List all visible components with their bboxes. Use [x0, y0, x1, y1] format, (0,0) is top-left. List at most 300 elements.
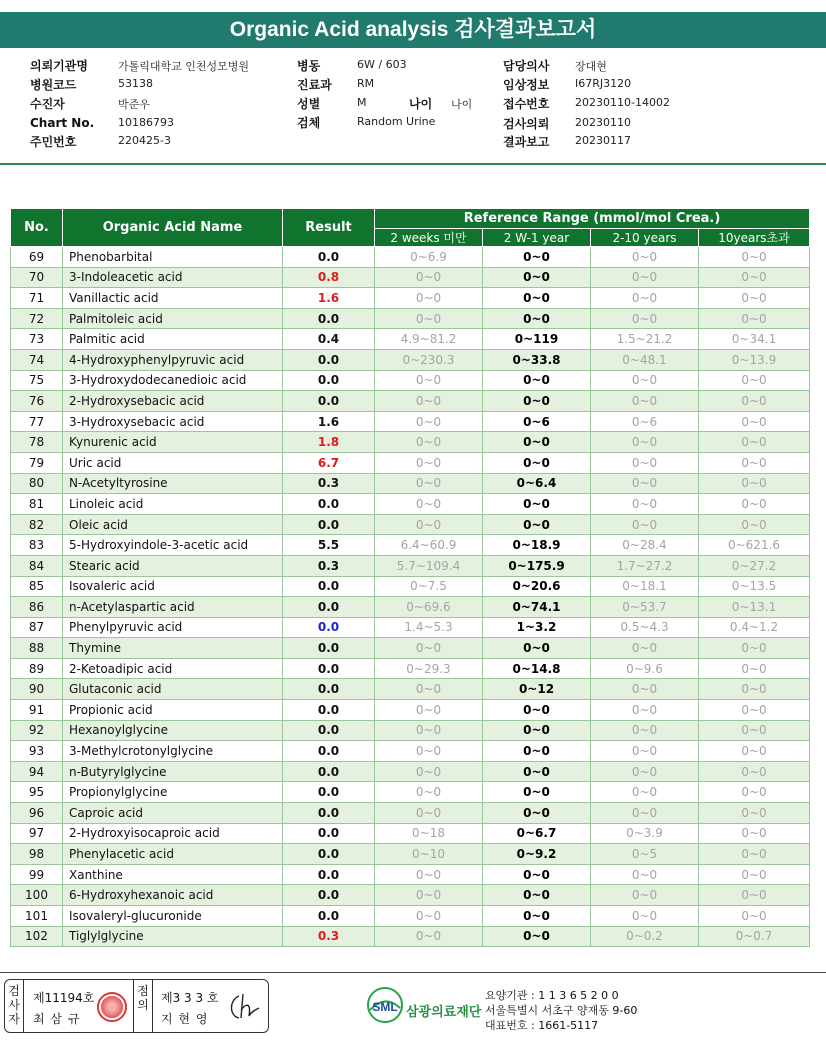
row-number: 99 [11, 864, 63, 885]
acid-name: Propionylglycine [63, 782, 283, 803]
row-number: 91 [11, 700, 63, 721]
table-row [11, 391, 810, 412]
acid-name: Linoleic acid [63, 494, 283, 515]
ref-range-2weeks: 0~0 [375, 700, 483, 721]
info-value: 53138 [118, 77, 153, 90]
info-label: 검사의뢰 [503, 117, 550, 131]
ref-range-10years-plus: 0~0 [699, 452, 810, 473]
result-value: 0.0 [283, 349, 375, 370]
info-value: RM [357, 77, 375, 90]
ref-range-2weeks: 0~0 [375, 452, 483, 473]
info-label: 병동 [297, 59, 321, 73]
result-value: 0.0 [283, 803, 375, 824]
table-row [11, 411, 810, 432]
acid-name: 5-Hydroxyindole-3-acetic acid [63, 535, 283, 556]
ref-range-10years-plus: 0~0 [699, 823, 810, 844]
info-label: 접수번호 [503, 97, 550, 111]
ref-range-10years-plus: 0~0 [699, 741, 810, 762]
acid-name: Isovaleric acid [63, 576, 283, 597]
result-value: 0.0 [283, 514, 375, 535]
ref-range-2w-1year: 0~0 [483, 761, 591, 782]
ref-range-2-10years: 0~0 [591, 514, 699, 535]
age-value: 나이 [451, 98, 473, 111]
results-table [10, 208, 810, 947]
ref-range-10years-plus: 0~0 [699, 514, 810, 535]
age-label: 나이 [409, 97, 433, 111]
ref-range-2weeks: 0~0 [375, 761, 483, 782]
ref-range-10years-plus: 0~0 [699, 267, 810, 288]
result-value: 6.7 [283, 452, 375, 473]
row-number: 93 [11, 741, 63, 762]
ref-range-2w-1year: 0~0 [483, 741, 591, 762]
table-row [11, 761, 810, 782]
ref-range-2w-1year: 0~6 [483, 411, 591, 432]
ref-range-2w-1year: 0~0 [483, 885, 591, 906]
ref-range-2weeks: 0~0 [375, 308, 483, 329]
ref-header: 2 weeks 미만 [375, 229, 483, 247]
ref-range-2-10years: 1.7~27.2 [591, 555, 699, 576]
ref-range-10years-plus: 0~0 [699, 844, 810, 865]
table-row [11, 658, 810, 679]
ref-range-2w-1year: 0~0 [483, 267, 591, 288]
ref-range-10years-plus: 0~0 [699, 391, 810, 412]
ref-range-10years-plus: 0~0 [699, 411, 810, 432]
ref-range-10years-plus: 0.4~1.2 [699, 617, 810, 638]
ref-range-2-10years: 0~0 [591, 308, 699, 329]
acid-name: 4-Hydroxyphenylpyruvic acid [63, 349, 283, 370]
result-value: 0.0 [283, 720, 375, 741]
ref-range-2-10years: 0~48.1 [591, 349, 699, 370]
ref-range-2-10years: 0~18.1 [591, 576, 699, 597]
ref-range-2weeks: 0~0 [375, 741, 483, 762]
ref-range-2-10years: 0~0 [591, 741, 699, 762]
signature-icon [225, 990, 265, 1024]
ref-range-2weeks: 4.9~81.2 [375, 329, 483, 350]
report-title: Organic Acid analysis 검사결과보고서 [0, 12, 826, 48]
table-row [11, 452, 810, 473]
table-row [11, 473, 810, 494]
examiner-label: 검사자 [8, 984, 20, 1026]
acid-name: Palmitoleic acid [63, 308, 283, 329]
result-value: 0.4 [283, 329, 375, 350]
ref-range-2w-1year: 0~0 [483, 906, 591, 927]
row-number: 85 [11, 576, 63, 597]
table-row [11, 638, 810, 659]
info-value: 장대현 [575, 60, 607, 73]
table-row [11, 535, 810, 556]
ref-range-2w-1year: 0~0 [483, 720, 591, 741]
ref-range-2-10years: 0~0 [591, 391, 699, 412]
ref-range-2w-1year: 0~175.9 [483, 555, 591, 576]
acid-name: N-Acetyltyrosine [63, 473, 283, 494]
ref-header: 2 W-1 year [483, 229, 591, 247]
separator [23, 980, 24, 1032]
logo-text: 삼광의료재단 [406, 1005, 482, 1020]
table-row [11, 349, 810, 370]
table-row [11, 370, 810, 391]
separator [152, 980, 153, 1032]
ref-range-2weeks: 0~0 [375, 473, 483, 494]
patient-info [0, 57, 826, 167]
acid-name: Thymine [63, 638, 283, 659]
row-number: 77 [11, 411, 63, 432]
acid-name: Stearic acid [63, 555, 283, 576]
examiner-no: 제11194호 [33, 991, 95, 1005]
table-row [11, 247, 810, 268]
ref-range-2w-1year: 0~14.8 [483, 658, 591, 679]
ref-range-2weeks: 0~0 [375, 411, 483, 432]
acid-name: Phenobarbital [63, 247, 283, 268]
result-value: 0.8 [283, 267, 375, 288]
info-value: M [357, 96, 367, 109]
table-row [11, 823, 810, 844]
row-number: 75 [11, 370, 63, 391]
ref-range-2-10years: 0~0 [591, 288, 699, 309]
ref-range-2weeks: 0~0 [375, 864, 483, 885]
row-number: 97 [11, 823, 63, 844]
row-number: 81 [11, 494, 63, 515]
table-row [11, 494, 810, 515]
ref-range-2weeks: 0~10 [375, 844, 483, 865]
table-row [11, 844, 810, 865]
result-value: 5.5 [283, 535, 375, 556]
ref-range-10years-plus: 0~0 [699, 720, 810, 741]
ref-range-2-10years: 0~5 [591, 844, 699, 865]
ref-range-2w-1year: 0~0 [483, 247, 591, 268]
ref-range-10years-plus: 0~0 [699, 432, 810, 453]
ref-range-2w-1year: 0~12 [483, 679, 591, 700]
info-label: 진료과 [297, 78, 332, 92]
table-row [11, 555, 810, 576]
ref-range-2w-1year: 0~0 [483, 288, 591, 309]
seal-stamp-icon [97, 992, 127, 1022]
organization-info [485, 988, 637, 1033]
ref-range-2weeks: 0~0 [375, 926, 483, 947]
info-value: 20230110-14002 [575, 96, 670, 109]
ref-range-2-10years: 0~9.6 [591, 658, 699, 679]
ref-range-10years-plus: 0~0 [699, 658, 810, 679]
confirmer-no: 제3 3 3 호 [161, 991, 219, 1005]
result-value: 0.0 [283, 782, 375, 803]
ref-range-2-10years: 0~0 [591, 679, 699, 700]
row-number: 95 [11, 782, 63, 803]
table-row [11, 267, 810, 288]
ref-range-2w-1year: 0~0 [483, 803, 591, 824]
header-result: Result [283, 209, 375, 247]
ref-range-2w-1year: 0~6.4 [483, 473, 591, 494]
ref-range-2-10years: 0~0 [591, 247, 699, 268]
row-number: 70 [11, 267, 63, 288]
org-line: 서울특별시 서초구 양재동 9-60 [485, 1004, 638, 1017]
ref-range-10years-plus: 0~0 [699, 638, 810, 659]
info-label: 담당의사 [503, 59, 550, 73]
ref-range-2w-1year: 0~9.2 [483, 844, 591, 865]
table-row [11, 926, 810, 947]
result-value: 0.0 [283, 679, 375, 700]
ref-range-10years-plus: 0~0 [699, 473, 810, 494]
result-value: 0.0 [283, 308, 375, 329]
ref-range-2weeks: 0~18 [375, 823, 483, 844]
ref-range-10years-plus: 0~0 [699, 247, 810, 268]
info-label: 검체 [297, 116, 321, 130]
row-number: 101 [11, 906, 63, 927]
ref-range-10years-plus: 0~0 [699, 700, 810, 721]
info-label: 결과보고 [503, 135, 550, 149]
ref-range-2w-1year: 0~0 [483, 864, 591, 885]
ref-range-10years-plus: 0~34.1 [699, 329, 810, 350]
ref-range-2w-1year: 0~0 [483, 700, 591, 721]
acid-name: 3-Hydroxydodecanedioic acid [63, 370, 283, 391]
acid-name: Xanthine [63, 864, 283, 885]
ref-range-2-10years: 0~0 [591, 494, 699, 515]
info-label: 병원코드 [30, 78, 77, 92]
ref-range-10years-plus: 0~621.6 [699, 535, 810, 556]
info-label: Chart No. [30, 116, 95, 130]
ref-range-2-10years: 0~0 [591, 864, 699, 885]
acid-name: Hexanoylglycine [63, 720, 283, 741]
ref-range-2weeks: 6.4~60.9 [375, 535, 483, 556]
acid-name: Oleic acid [63, 514, 283, 535]
header-divider [0, 163, 826, 165]
ref-range-2w-1year: 0~0 [483, 370, 591, 391]
result-value: 1.6 [283, 411, 375, 432]
ref-range-10years-plus: 0~0 [699, 782, 810, 803]
ref-range-10years-plus: 0~0 [699, 288, 810, 309]
info-value: 20230117 [575, 134, 631, 147]
acid-name: 6-Hydroxyhexanoic acid [63, 885, 283, 906]
ref-range-2-10years: 0~0 [591, 370, 699, 391]
ref-range-10years-plus: 0~0 [699, 906, 810, 927]
result-value: 1.6 [283, 288, 375, 309]
ref-range-2weeks: 0~7.5 [375, 576, 483, 597]
ref-range-2-10years: 0~0 [591, 638, 699, 659]
ref-range-10years-plus: 0~0 [699, 494, 810, 515]
row-number: 102 [11, 926, 63, 947]
ref-range-2w-1year: 0~0 [483, 432, 591, 453]
row-number: 74 [11, 349, 63, 370]
ref-range-2weeks: 0~0 [375, 370, 483, 391]
ref-range-2-10years: 0~0 [591, 473, 699, 494]
result-value: 0.0 [283, 494, 375, 515]
acid-name: Phenylpyruvic acid [63, 617, 283, 638]
acid-name: 3-Hydroxysebacic acid [63, 411, 283, 432]
table-row [11, 700, 810, 721]
ref-range-2weeks: 0~0 [375, 679, 483, 700]
acid-name: n-Acetylaspartic acid [63, 597, 283, 618]
result-value: 0.0 [283, 823, 375, 844]
ref-range-2-10years: 0~0 [591, 720, 699, 741]
result-value: 0.3 [283, 473, 375, 494]
ref-range-2weeks: 0~0 [375, 906, 483, 927]
row-number: 94 [11, 761, 63, 782]
result-value: 0.0 [283, 864, 375, 885]
ref-range-2weeks: 0~0 [375, 720, 483, 741]
result-value: 0.3 [283, 926, 375, 947]
table-row [11, 803, 810, 824]
row-number: 96 [11, 803, 63, 824]
ref-range-2weeks: 0~29.3 [375, 658, 483, 679]
acid-name: Propionic acid [63, 700, 283, 721]
acid-name: Uric acid [63, 452, 283, 473]
result-value: 0.0 [283, 391, 375, 412]
acid-name: 2-Ketoadipic acid [63, 658, 283, 679]
result-value: 0.0 [283, 844, 375, 865]
result-value: 0.0 [283, 597, 375, 618]
result-value: 0.0 [283, 576, 375, 597]
ref-header: 10years초과 [699, 229, 810, 247]
ref-range-2weeks: 0~0 [375, 782, 483, 803]
table-row [11, 617, 810, 638]
ref-range-10years-plus: 0~0 [699, 885, 810, 906]
acid-name: 3-Indoleacetic acid [63, 267, 283, 288]
ref-range-2-10years: 0~0.2 [591, 926, 699, 947]
ref-range-2w-1year: 0~18.9 [483, 535, 591, 556]
row-number: 79 [11, 452, 63, 473]
ref-range-2-10years: 0~0 [591, 452, 699, 473]
row-number: 78 [11, 432, 63, 453]
acid-name: 2-Hydroxysebacic acid [63, 391, 283, 412]
info-label: 주민번호 [30, 135, 77, 149]
ref-range-2-10years: 0~0 [591, 432, 699, 453]
result-value: 0.0 [283, 700, 375, 721]
header-reference: Reference Range (mmol/mol Crea.) [375, 209, 810, 229]
row-number: 89 [11, 658, 63, 679]
row-number: 90 [11, 679, 63, 700]
table-row [11, 906, 810, 927]
ref-range-2-10years: 0~0 [591, 267, 699, 288]
signature-box [4, 979, 269, 1033]
ref-header: 2-10 years [591, 229, 699, 247]
acid-name: Isovaleryl-glucuronide [63, 906, 283, 927]
acid-name: 3-Methylcrotonylglycine [63, 741, 283, 762]
row-number: 83 [11, 535, 63, 556]
ref-range-2weeks: 0~0 [375, 638, 483, 659]
table-row [11, 885, 810, 906]
ref-range-2-10years: 0~0 [591, 803, 699, 824]
table-row [11, 308, 810, 329]
ref-range-2w-1year: 0~6.7 [483, 823, 591, 844]
ref-range-2w-1year: 0~119 [483, 329, 591, 350]
ref-range-2weeks: 0~0 [375, 288, 483, 309]
result-value: 0.0 [283, 741, 375, 762]
ref-range-2weeks: 5.7~109.4 [375, 555, 483, 576]
ref-range-2w-1year: 0~74.1 [483, 597, 591, 618]
ref-range-10years-plus: 0~13.5 [699, 576, 810, 597]
header-name: Organic Acid Name [63, 209, 283, 247]
acid-name: Caproic acid [63, 803, 283, 824]
table-row [11, 329, 810, 350]
ref-range-2w-1year: 0~0 [483, 926, 591, 947]
confirmer-label: 점의 [137, 984, 149, 1012]
ref-range-2weeks: 0~0 [375, 803, 483, 824]
ref-range-2w-1year: 0~0 [483, 308, 591, 329]
ref-range-2weeks: 0~69.6 [375, 597, 483, 618]
result-value: 0.3 [283, 555, 375, 576]
info-value: 10186793 [118, 116, 174, 129]
info-value: I67RJ3120 [575, 77, 632, 90]
ref-range-2-10years: 0.5~4.3 [591, 617, 699, 638]
ref-range-10years-plus: 0~0 [699, 864, 810, 885]
info-value: 220425-3 [118, 134, 171, 147]
row-number: 98 [11, 844, 63, 865]
table-row [11, 864, 810, 885]
table-row [11, 514, 810, 535]
acid-name: Palmitic acid [63, 329, 283, 350]
org-line: 요양기관 : 1 1 3 6 5 2 0 0 [485, 989, 619, 1002]
table-row [11, 679, 810, 700]
table-row [11, 432, 810, 453]
info-value: 20230110 [575, 116, 631, 129]
row-number: 88 [11, 638, 63, 659]
result-value: 0.0 [283, 370, 375, 391]
ref-range-2-10years: 0~28.4 [591, 535, 699, 556]
ref-range-2weeks: 0~230.3 [375, 349, 483, 370]
confirmer-name: 지 현 영 [161, 1012, 209, 1026]
info-value: Random Urine [357, 115, 436, 128]
ref-range-2-10years: 0~6 [591, 411, 699, 432]
ref-range-2-10years: 0~3.9 [591, 823, 699, 844]
result-value: 0.0 [283, 658, 375, 679]
ref-range-2w-1year: 0~0 [483, 638, 591, 659]
ref-range-10years-plus: 0~0 [699, 370, 810, 391]
result-value: 1.8 [283, 432, 375, 453]
info-value: 6W / 603 [357, 58, 407, 71]
result-value: 0.0 [283, 885, 375, 906]
row-number: 69 [11, 247, 63, 268]
ref-range-2w-1year: 0~0 [483, 494, 591, 515]
ref-range-2-10years: 0~0 [591, 885, 699, 906]
ref-range-10years-plus: 0~0 [699, 679, 810, 700]
org-line: 대표번호 : 1661-5117 [485, 1019, 599, 1032]
table-row [11, 741, 810, 762]
ref-range-10years-plus: 0~13.9 [699, 349, 810, 370]
acid-name: Glutaconic acid [63, 679, 283, 700]
ref-range-2weeks: 0~0 [375, 432, 483, 453]
row-number: 82 [11, 514, 63, 535]
row-number: 87 [11, 617, 63, 638]
table-row [11, 597, 810, 618]
acid-name: Kynurenic acid [63, 432, 283, 453]
ref-range-2-10years: 0~0 [591, 906, 699, 927]
info-value: 박준우 [118, 98, 150, 111]
ref-range-2weeks: 0~0 [375, 885, 483, 906]
ref-range-2w-1year: 0~0 [483, 391, 591, 412]
acid-name: Tiglylglycine [63, 926, 283, 947]
result-value: 0.0 [283, 761, 375, 782]
row-number: 72 [11, 308, 63, 329]
ref-range-2-10years: 0~0 [591, 700, 699, 721]
ref-range-2weeks: 0~6.9 [375, 247, 483, 268]
result-value: 0.0 [283, 638, 375, 659]
row-number: 71 [11, 288, 63, 309]
row-number: 80 [11, 473, 63, 494]
acid-name: Vanillactic acid [63, 288, 283, 309]
ref-range-2w-1year: 0~20.6 [483, 576, 591, 597]
ref-range-2-10years: 1.5~21.2 [591, 329, 699, 350]
logo-mark: SML [372, 1000, 398, 1014]
ref-range-2weeks: 0~0 [375, 494, 483, 515]
ref-range-2-10years: 0~0 [591, 782, 699, 803]
ref-range-2-10years: 0~0 [591, 761, 699, 782]
ref-range-2weeks: 0~0 [375, 514, 483, 535]
table-row [11, 576, 810, 597]
ref-range-10years-plus: 0~0 [699, 803, 810, 824]
result-value: 0.0 [283, 247, 375, 268]
ref-range-10years-plus: 0~0 [699, 308, 810, 329]
ref-range-2weeks: 0~0 [375, 267, 483, 288]
ref-range-2w-1year: 0~0 [483, 514, 591, 535]
ref-range-10years-plus: 0~27.2 [699, 555, 810, 576]
